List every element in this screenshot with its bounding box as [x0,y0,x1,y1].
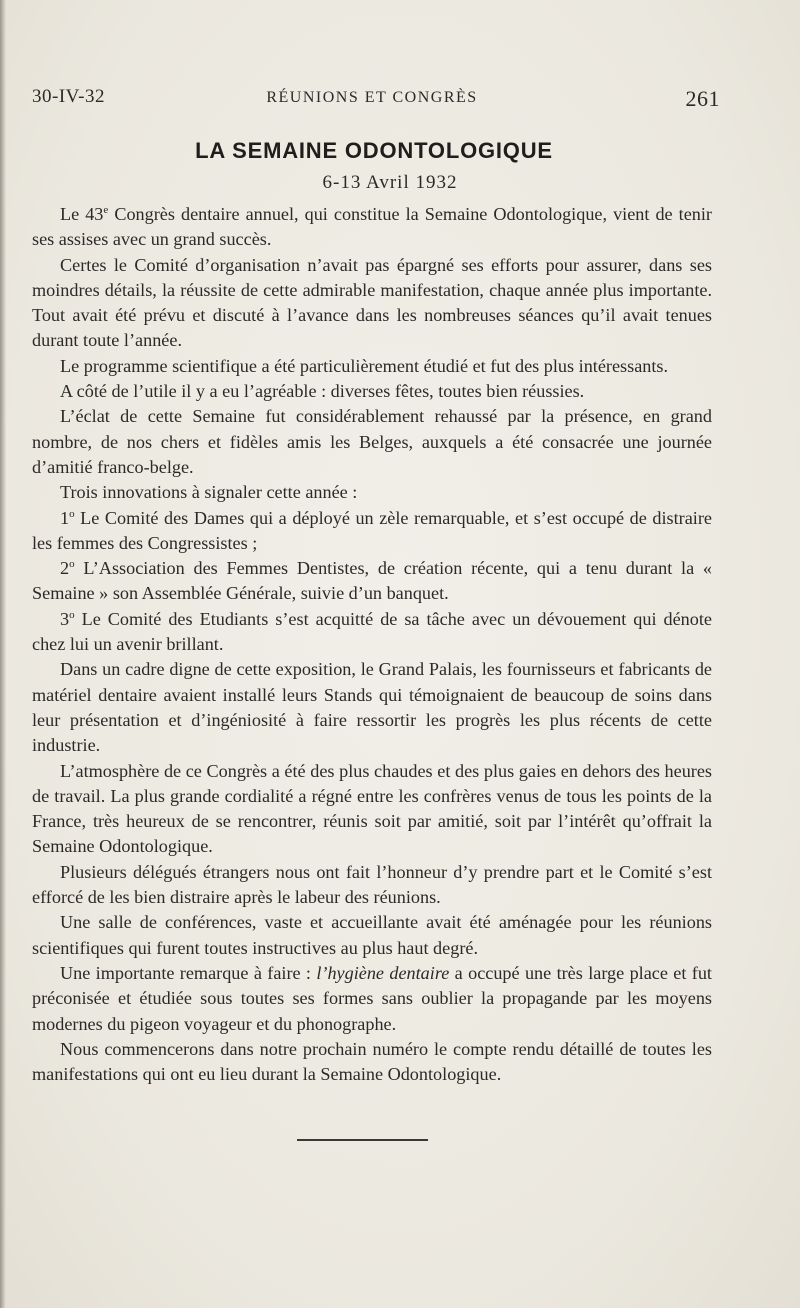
issue-date: 30-IV-32 [32,86,105,107]
section-divider [297,1139,428,1141]
page-number: 261 [685,86,720,111]
paragraph: 1$^o$ Le Comité des Dames qui a déployé un zèle remarquable, et s’est occupé de distraire les femmes des Congressistes ; [32,507,712,553]
paragraph: Trois innovations à signaler cette année : [60,482,358,503]
paragraph: Dans un cadre digne de cette exposition, le Grand Palais, les fournisseurs et fabricants de matériel dentaire avaient installé leurs Stands qui témoignaient de beaucoup de soins dans leur présentation et d’ingéniosité à faire ressortir les progrès les plus récents de cette industrie. [32,659,712,756]
article-dates: 6-13 Avril 1932 [322,172,458,193]
paragraph: Certes le Comité d’organisation n’avait pas épargné ses efforts pour assurer, dans ses moindres détails, la réussite de cette admirable manifestation, chaque année plus importante. Tout avait été prévu et discuté à l’avance dans les nombreuses séances qu’il avait tenues durant toute l’année. [32,254,712,351]
paragraph: Le programme scientifique a été particulièrement étudié et fut des plus intéressants. [60,355,669,376]
running-head [32,86,720,116]
article-body [32,202,712,1087]
paragraph: Plusieurs délégués étrangers nous ont fait l’honneur d’y prendre part et le Comité s’est efforcé de les bien distraire après le labeur des réunions. [32,861,712,908]
paragraph: A côté de l’utile il y a eu l’agréable : diverses fêtes, toutes bien réussies. [60,381,585,402]
paragraph: L’éclat de cette Semaine fut considérablement rehaussé par la présence, en grand nombre, de nos chers et fidèles amis les Belges, auxquels a été consacrée une journée d’amitié franco-belge. [32,406,712,477]
paragraph: L’atmosphère de ce Congrès a été des plus chaudes et des plus gaies en dehors des heures de travail. La plus grande cordialité a régné entre les confrères venus de tous les points de la France, très heureux de se rencontrer, réunis soit par amitié, soit par l’intérêt qu’offrait la Semaine Odontologique. [32,760,712,857]
paragraph: 2$^o$ L’Association des Femmes Dentistes, de création récente, qui a tenu durant la « Semaine » son Assemblée Générale, suivie d’un banquet. [32,558,712,604]
paragraph: 3$^o$ Le Comité des Etudiants s’est acquitté de sa tâche avec un dévouement qui dénote chez lui un avenir brillant. [32,608,712,655]
paragraph: Nous commencerons dans notre prochain numéro le compte rendu détaillé de toutes les manifestations qui ont eu lieu durant la Semaine Odontologique. [32,1038,712,1085]
paragraph: Une importante remarque à faire : l’hygiène dentaire a occupé une très large place et fut préconisée et étudiée sous toutes ses formes sans oublier la propagande par les moyens modernes du pigeon voyageur et du phonographe. [32,962,712,1034]
paragraph: Une salle de conférences, vaste et accueillante avait été aménagée pour les réunions scientifiques qui furent toutes instructives au plus haut degré. [32,912,712,958]
article-title: LA SEMAINE ODONTOLOGIQUE [195,138,553,163]
section-title: RÉUNIONS ET CONGRÈS [266,89,478,106]
paragraph: Le 43e Congrès dentaire annuel, qui constitue la Semaine Odontologique, vient de tenir ses assises avec un grand succès. [32,203,712,250]
page-edge-shadow [0,0,6,1308]
